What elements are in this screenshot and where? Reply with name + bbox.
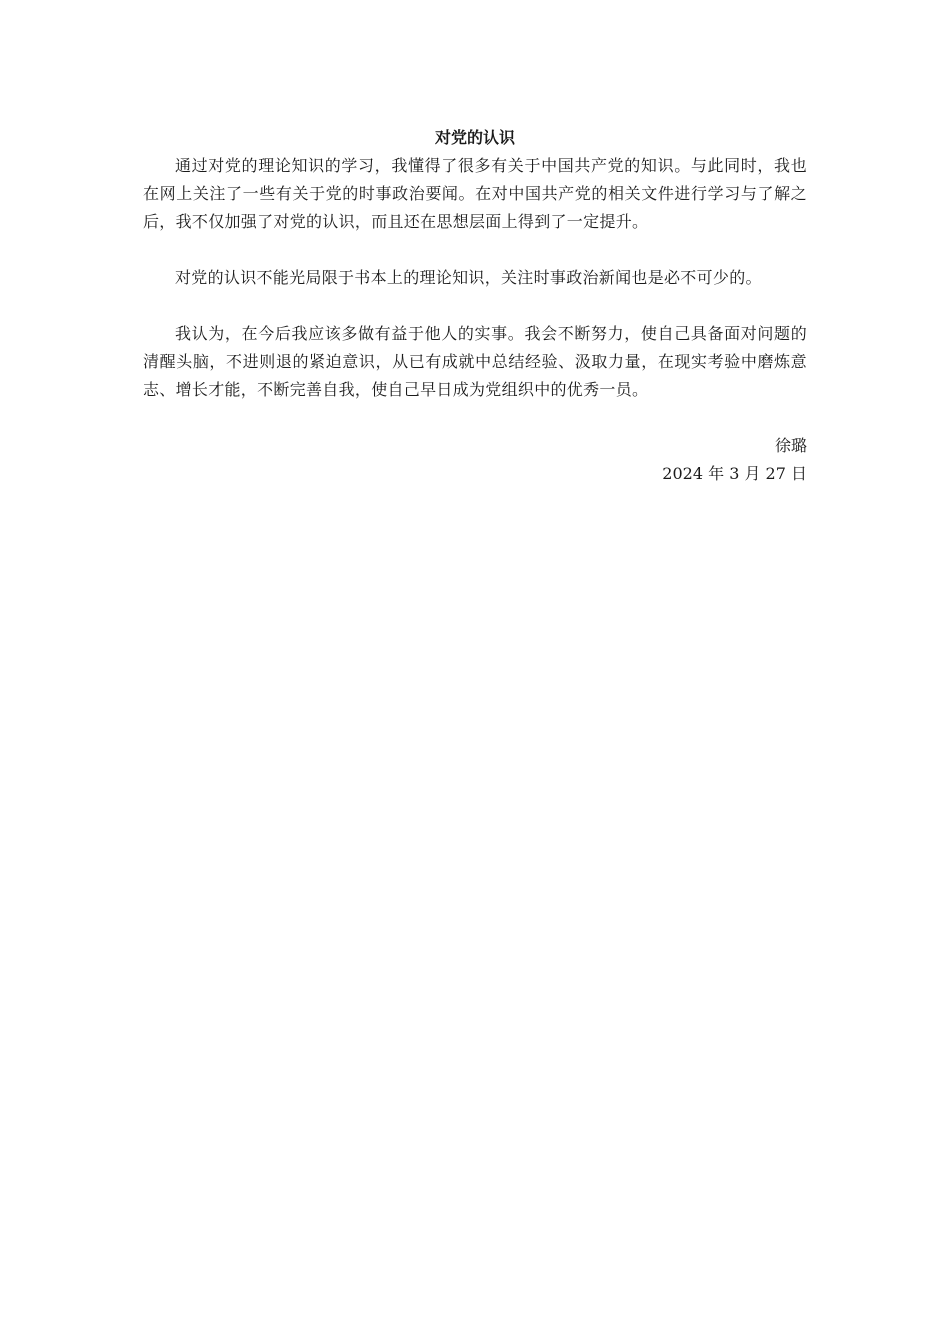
- document-page: [143, 124, 807, 488]
- paragraph-gap: [143, 292, 807, 320]
- paragraph-2: 对党的认识不能光局限于书本上的理论知识，关注时事政治新闻也是必不可少的。: [175, 268, 762, 287]
- author-name: 徐璐: [774, 436, 807, 455]
- paragraph-3: 我认为，在今后我应该多做有益于他人的实事。我会不断努力，使自己具备面对问题的清醒头脑，不进则退的紧迫意识，从已有成就中总结经验、汲取力量，在现实考验中磨炼意志、增长才能，不断完善自我，使自己早日成为党组织中的优秀一员。: [143, 324, 807, 399]
- document-date: 2024 年 3 月 27 日: [662, 464, 807, 483]
- document-title: 对党的认识: [434, 128, 515, 147]
- paragraph-1: 通过对党的理论知识的学习，我懂得了很多有关于中国共产党的知识。与此同时，我也在网上关注了一些有关于党的时事政治要闻。在对中国共产党的相关文件进行学习与了解之后，我不仅加强了对党的认识，而且还在思想层面上得到了一定提升。: [143, 156, 807, 231]
- paragraph-gap: [143, 236, 807, 264]
- paragraph-gap: [143, 404, 807, 432]
